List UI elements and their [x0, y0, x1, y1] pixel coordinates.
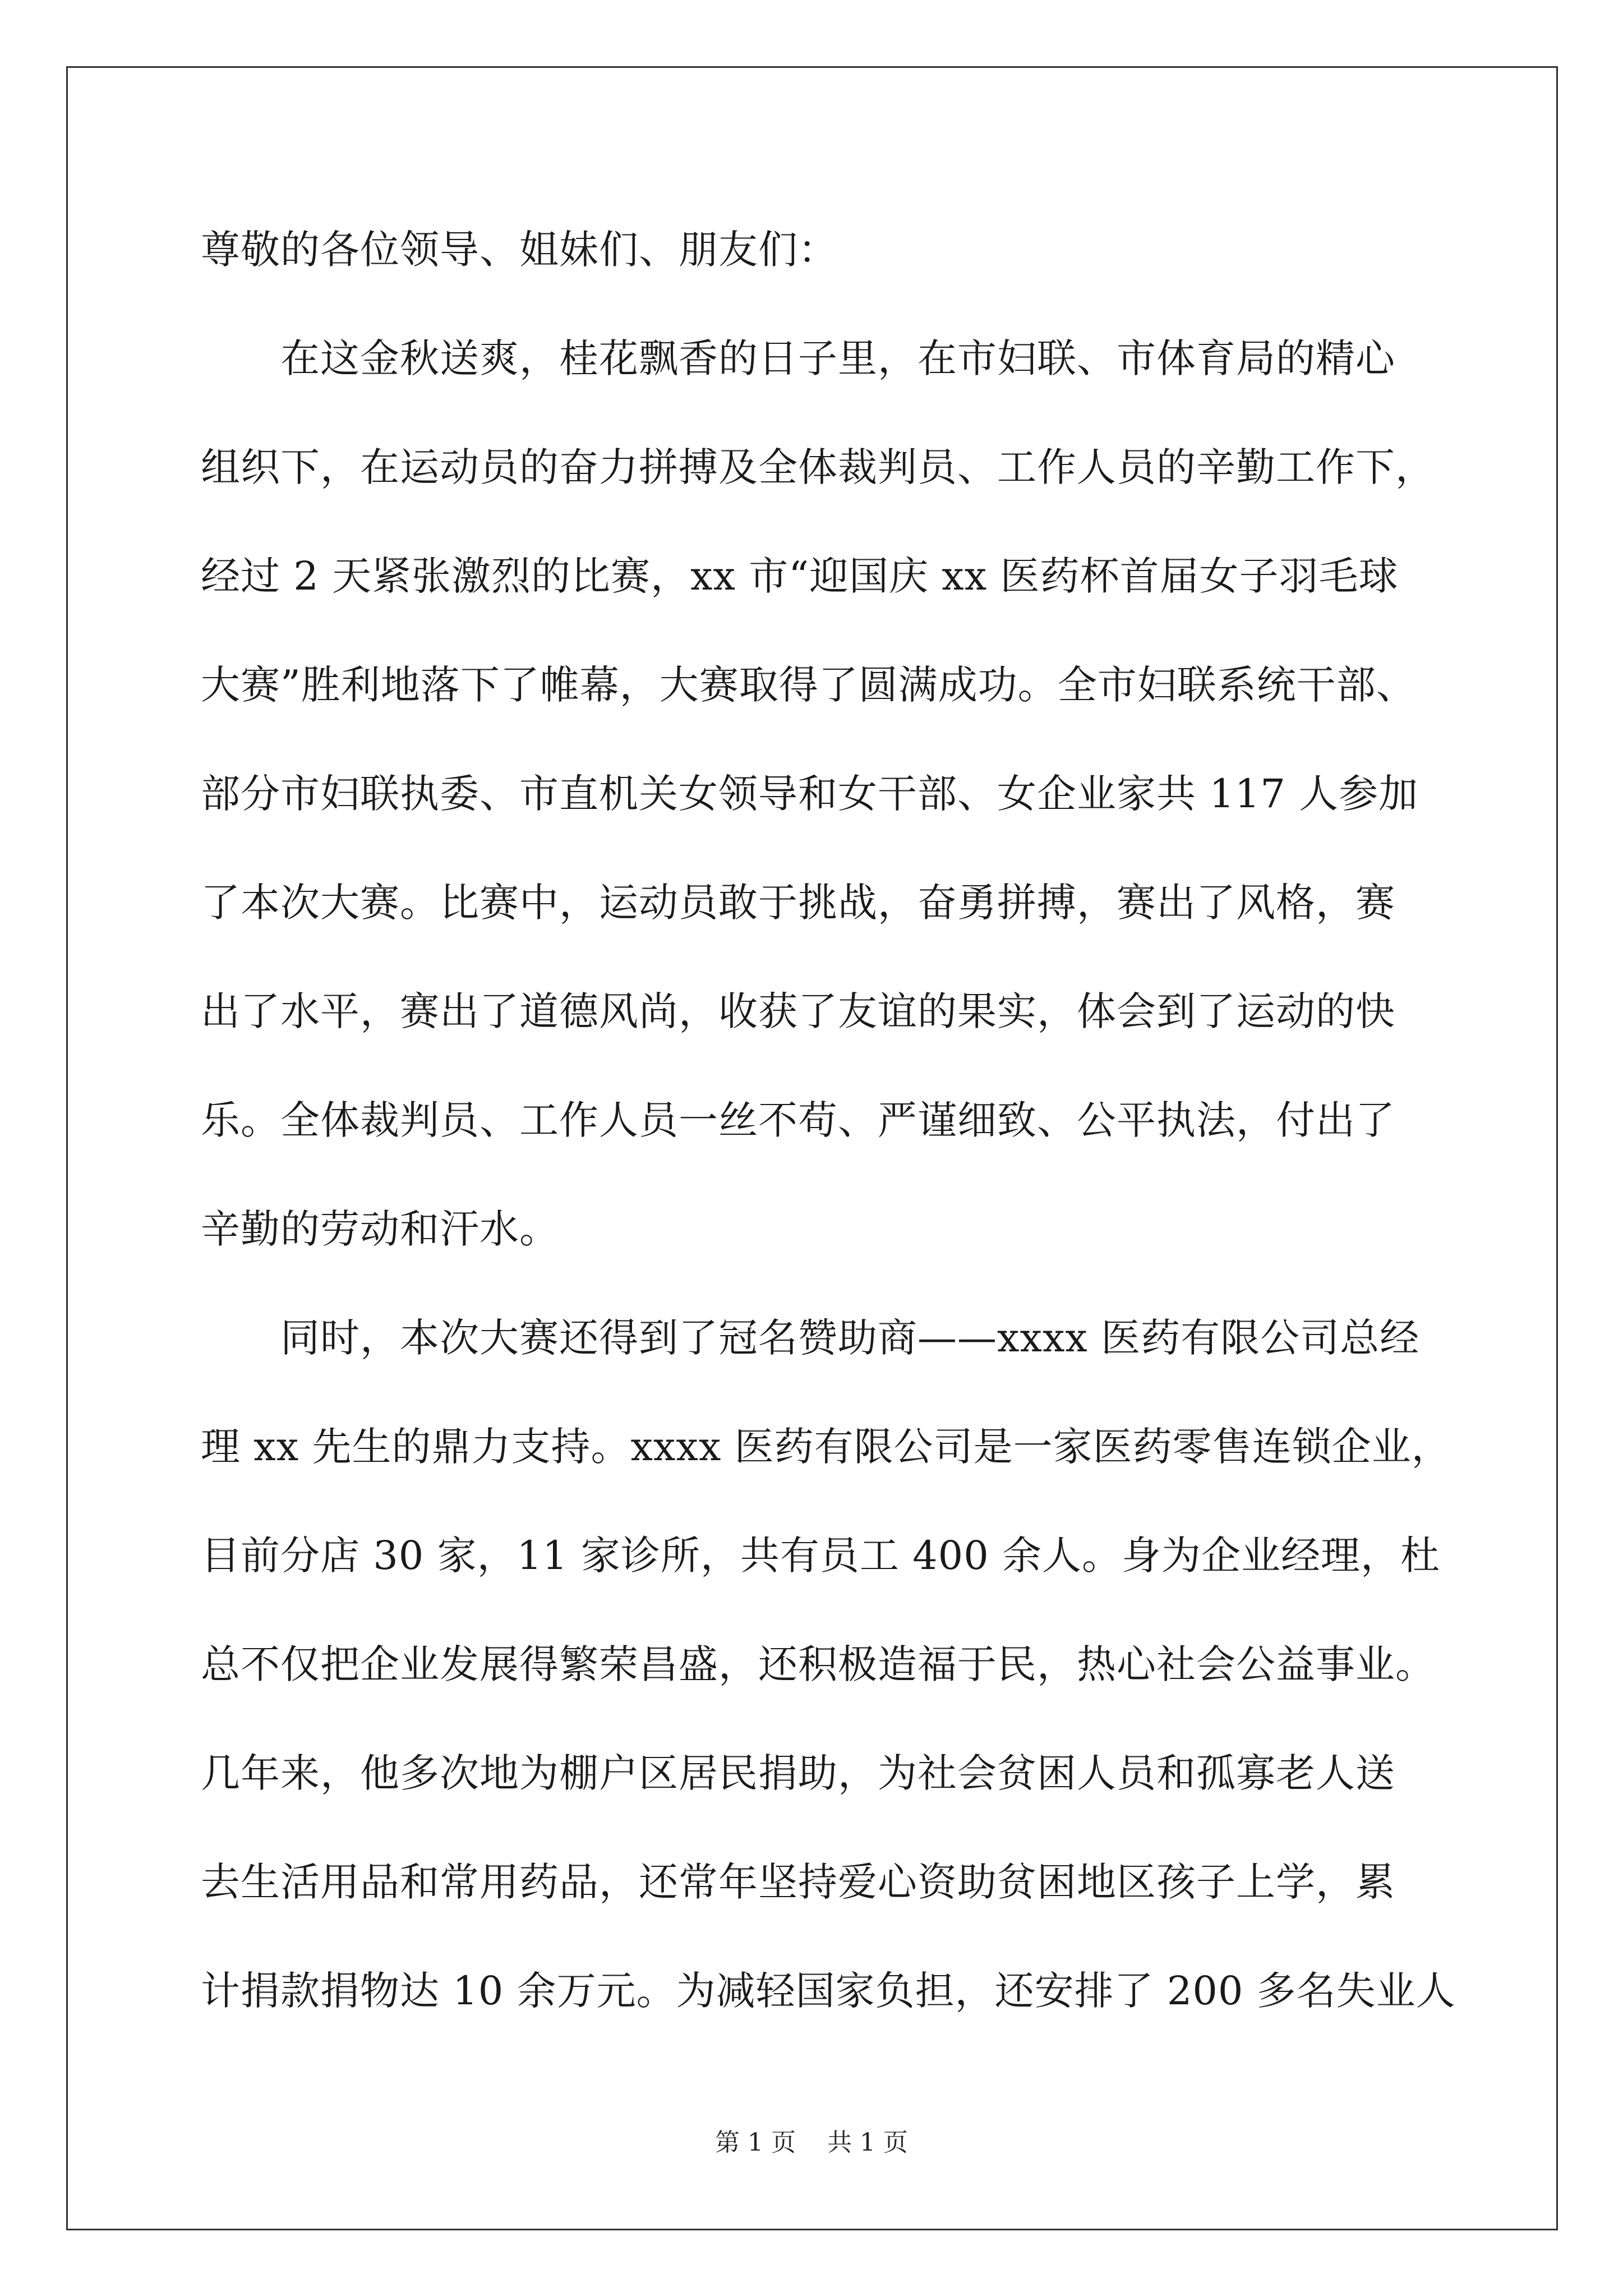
page-total: 共 1 页: [827, 2128, 908, 2157]
text-line: 乐。全体裁判员、工作人员一丝不苟、严谨细致、公平执法，付出了: [201, 1097, 1395, 1143]
text-line: 经过 2 天紧张激烈的比赛，xx 市“迎国庆 xx 医药杯首届女子羽毛球: [201, 553, 1399, 599]
text-line-greeting: 尊敬的各位领导、姐妹们、朋友们：: [201, 227, 838, 273]
text-line: 组织下，在运动员的奋力拼搏及全体裁判员、工作人员的辛勤工作下，: [201, 444, 1435, 490]
document-body: [201, 222, 1468, 2072]
text-line: 部分市妇联执委、市直机关女领导和女干部、女企业家共 117 人参加: [201, 771, 1419, 817]
text-line: 去生活用品和常用药品，还常年坚持爱心资助贫困地区孩子上学，累: [201, 1859, 1395, 1905]
text-line: 同时，本次大赛还得到了冠名赞助商——xxxx 医药有限公司总经: [201, 1315, 1420, 1361]
text-line: 总不仅把企业发展得繁荣昌盛，还积极造福于民，热心社会公益事业。: [201, 1641, 1435, 1687]
text-line: 理 xx 先生的鼎力支持。xxxx 医药有限公司是一家医药零售连锁企业，: [201, 1424, 1451, 1470]
text-line: 几年来，他多次地为棚户区居民捐助，为社会贫困人员和孤寡老人送: [201, 1750, 1395, 1796]
text-line: 了本次大赛。比赛中，运动员敢于挑战，奋勇拼搏，赛出了风格，赛: [201, 880, 1395, 926]
text-line: 辛勤的劳动和汗水。: [201, 1206, 559, 1252]
text-line: 出了水平，赛出了道德风尚，收获了友谊的果实，体会到了运动的快: [201, 988, 1395, 1034]
page-number: 第 1 页: [715, 2128, 796, 2157]
page-footer: [0, 2126, 1623, 2160]
text-line: 在这金秋送爽，桂花飘香的日子里，在市妇联、市体育局的精心: [201, 335, 1395, 381]
text-line: 大赛”胜利地落下了帷幕，大赛取得了圆满成功。全市妇联系统干部、: [201, 662, 1416, 708]
text-line: 计捐款捐物达 10 余万元。为减轻国家负担，还安排了 200 多名失业人: [201, 1968, 1456, 2014]
text-line: 目前分店 30 家，11 家诊所，共有员工 400 余人。身为企业经理，杜: [201, 1533, 1441, 1579]
